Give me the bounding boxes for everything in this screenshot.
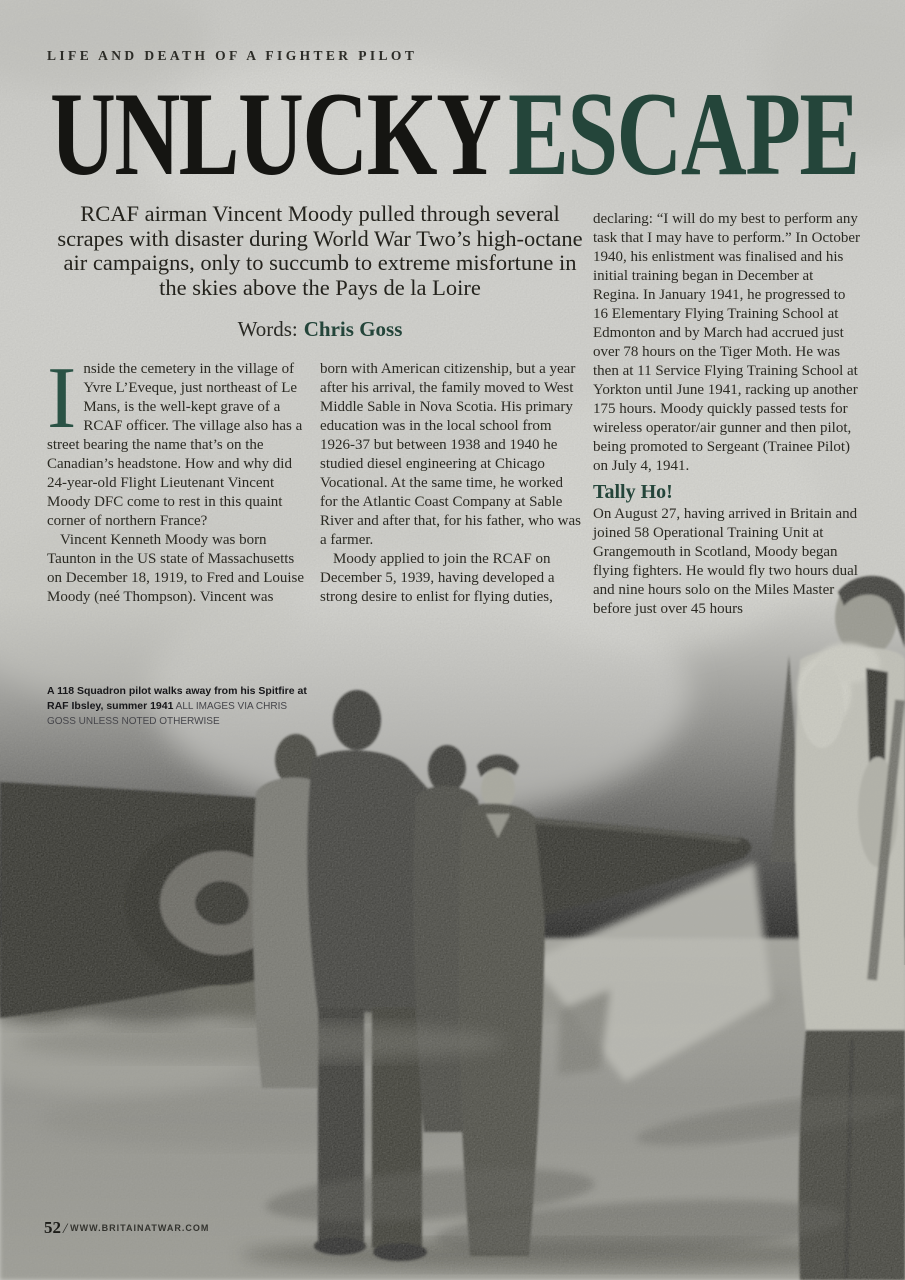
body-column-3 — [593, 210, 861, 619]
page-number: 52 — [44, 1218, 61, 1237]
site-url: WWW.BRITAINATWAR.COM — [70, 1223, 210, 1233]
standfirst: RCAF airman Vincent Moody pulled through several scrapes with disaster during World War Two’s high-octane air campaigns, only to succumb to extreme misfortune in the skies above the Pays de la Loire — [57, 201, 583, 300]
title-word-escape: ESCAPE — [508, 67, 859, 200]
paragraph: On August 27, having arrived in Britain and joined 58 Operational Training Unit at Grangemouth in Scotland, Moody began flying fighters. He would fly two hours dual and nine hours solo on the Miles Master before just over 45 hours — [593, 506, 858, 617]
title-word-unlucky: UNLUCKY — [50, 67, 501, 200]
paragraph: Moody applied to join the RCAF on December 5, 1939, having developed a strong desire to enlist for flying duties, — [320, 551, 555, 605]
footer-separator: / — [63, 1221, 68, 1237]
paragraph-text: nside the cemetery in the village of Yvre L’Eveque, just northeast of Le Mans, is the well-kept grave of a RCAF officer. The village also has a street bearing the name that’s on the Canadian’s headstone. How and why did 24-year-old Flight Lieutenant Vincent Moody DFC come to rest in this quaint corner of northern France? — [47, 361, 303, 529]
caption-text: A 118 Squadron pilot walks away from his Spitfire at RAF Ibsley, summer 1941 — [47, 685, 307, 712]
photo-caption — [47, 684, 307, 730]
byline — [55, 317, 585, 342]
paragraph: born with American citizenship, but a year after his arrival, the family moved to West Middle Sable in Nova Scotia. His primary education was in the local school from 1926-37 but between 1938 and 1940 he studied diesel engineering at Chicago Vocational. At the same time, he worked for the Atlantic Coast Company at Sable River and after that, for his father, who was a farmer. — [320, 361, 581, 548]
kicker: LIFE AND DEATH OF A FIGHTER PILOT — [47, 48, 418, 63]
byline-label: Words: — [237, 317, 298, 341]
paragraph — [47, 350, 311, 531]
byline-author: Chris Goss — [303, 317, 403, 341]
paragraph: Vincent Kenneth Moody was born Taunton in the US state of Massachusetts on December 18, 1919, to Fred and Louise Moody (neé Thompson). Vincent was — [47, 532, 305, 605]
paragraph: declaring: “I will do my best to perform any task that I may have to perform.” In October 1940, his enlistment was finalised and his initial training began in December at Regina. In January 1941, he progressed to 16 Elementary Flying Training School at Edmonton and by March had accrued just over 78 hours on the Tiger Moth. He was then at 11 Service Flying Training School at Yorkton until June 1941, racking up another 175 hours. Moody quickly passed tests for wireless operator/air gunner and then pilot, being promoted to Sergeant (Trainee Pilot) on July 4, 1941. — [593, 211, 860, 474]
page-title — [50, 67, 859, 200]
drop-cap: I — [47, 350, 77, 447]
caption-credit: ALL IMAGES VIA CHRIS GOSS UNLESS NOTED OTHERWISE — [47, 700, 288, 727]
section-heading-tally-ho: Tally Ho! — [593, 481, 673, 503]
body-column-2 — [320, 360, 584, 607]
body-column-1 — [47, 350, 311, 607]
page-footer — [44, 1218, 209, 1238]
